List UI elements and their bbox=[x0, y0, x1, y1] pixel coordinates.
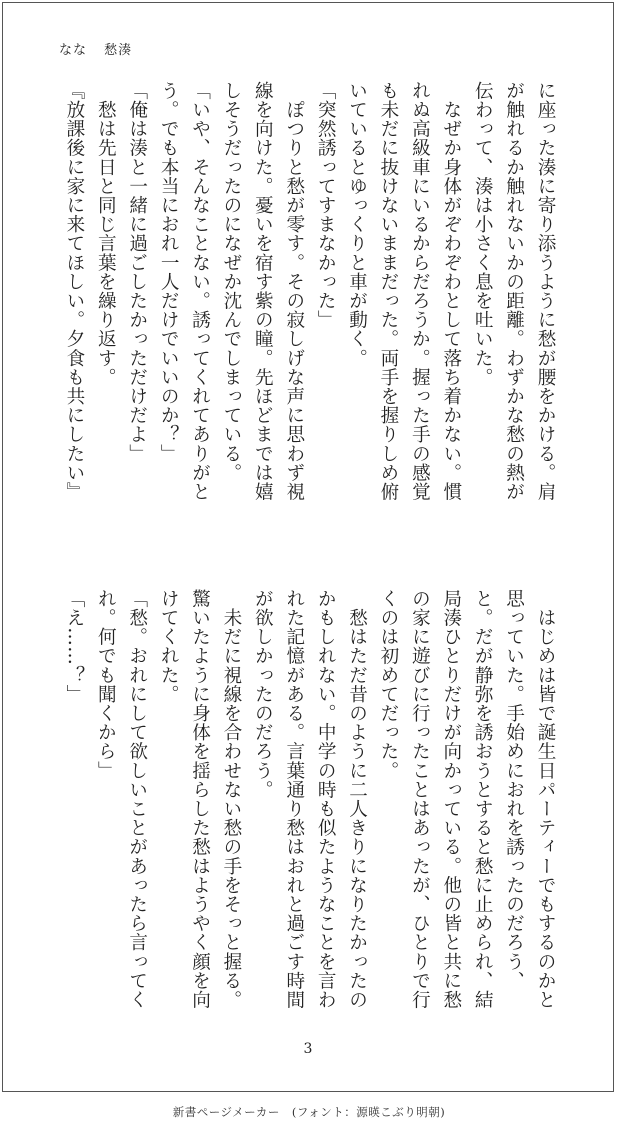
paragraph: 「いや、そんなことない。誘ってくれてありがとう。でも本当におれ一人だけでいいのか？」 bbox=[158, 81, 211, 502]
paragraph: 『放課後に家に来てほしい。夕食も共にしたい』 bbox=[63, 81, 85, 502]
paragraph: 「愁。おれにして欲しいことがあったら言ってくれ。何でも聞くから」 bbox=[95, 589, 148, 1010]
paragraph: なぜか身体がぞわぞわとして落ち着かない。慣れぬ高級車にいるからだろうか。握った手の感覚も未だに抜けないままだった。両手を握りしめ俯いているとゆっくりと車が動く。 bbox=[346, 81, 462, 502]
paragraph: 愁は先日と同じ言葉を繰り返す。 bbox=[95, 81, 117, 387]
text-column-top bbox=[53, 81, 561, 513]
author-name: なな bbox=[59, 43, 88, 58]
paragraph: はじめは皆で誕生日パーティーでもするのかと思っていた。手始めにおれを誘ったのだろう、と。だが静弥を誘おうとすると愁に止められ、結局湊ひとりだけが向かっている。他の皆と共に愁の家に遊びに行ったことはあったが、ひとりで行くのは初めてだった。 bbox=[377, 589, 556, 1010]
page-number: 3 bbox=[303, 1041, 313, 1057]
text-column-bottom bbox=[53, 589, 561, 1021]
story-title: 愁湊 bbox=[104, 43, 133, 58]
paragraph: 「突然誘ってすまなかった」 bbox=[315, 81, 337, 330]
generator-credit: 新書ページメーカー (フォント：源暎こぶり明朝) bbox=[172, 1105, 446, 1119]
running-header bbox=[59, 39, 144, 58]
paragraph: 「え……？」 bbox=[63, 589, 85, 704]
paragraph: 愁はただ昔のように二人きりになりたかったのかもしれない。中学の時も似たようなことを言われた記憶がある。言葉通り愁はおれと過ごす時間が欲しかったのだろう。 bbox=[252, 589, 368, 1010]
paragraph: ぽつりと愁が零す。その寂しげな声に思わず視線を向けた。憂いを宿す紫の瞳。先ほどまでは嬉しそうだったのになぜか沈んでしまっている。 bbox=[220, 81, 305, 502]
book-page bbox=[2, 2, 614, 1092]
paragraph: に座った湊に寄り添うように愁が腰をかける。肩が触れるか触れないかの距離。わずかな愁の熱が伝わって、湊は小さく息を吐いた。 bbox=[472, 81, 556, 502]
paragraph: 「俺は湊と一緒に過ごしたかっただけだよ」 bbox=[126, 81, 148, 463]
paragraph: 未だに視線を合わせない愁の手をそっと握る。驚いたように身体を揺らした愁はようやく顔を向けてくれた。 bbox=[158, 589, 242, 1010]
